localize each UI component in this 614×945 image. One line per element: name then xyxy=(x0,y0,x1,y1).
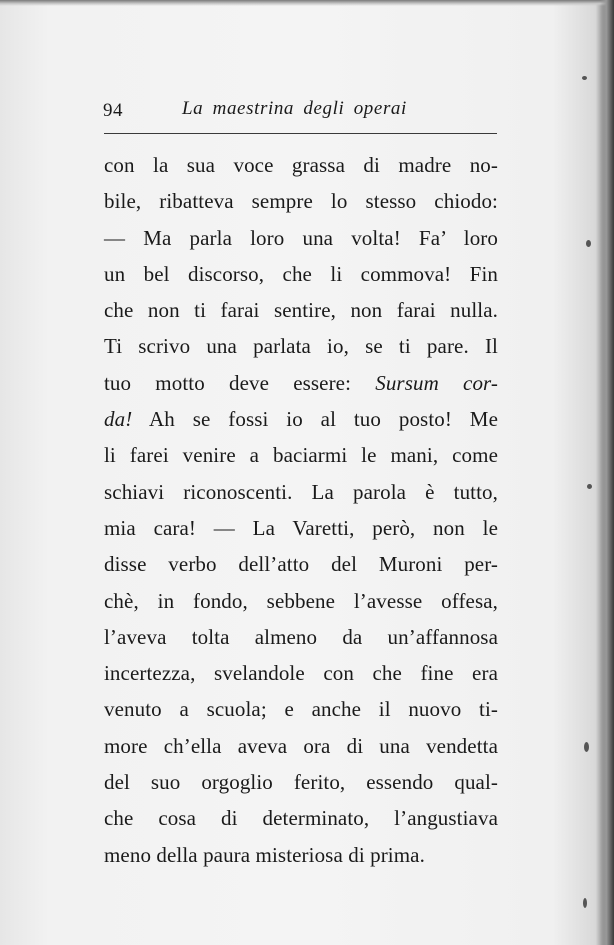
text-line: schiavi riconoscenti. La parola è tutto, xyxy=(104,479,498,504)
text-line: — Ma parla loro una volta! Fa’ loro xyxy=(104,225,498,250)
text-line: venuto a scuola; e anche il nuovo ti- xyxy=(104,697,498,722)
italic-phrase: Sursum cor- xyxy=(375,370,498,395)
italic-phrase: da! xyxy=(104,407,133,432)
running-title: La maestrina degli operai xyxy=(182,98,407,119)
text-line: mia cara! — La Varetti, però, non le xyxy=(104,515,498,540)
text-line: meno della paura misteriosa di prima. xyxy=(104,842,425,867)
text-line: bile, ribatteva sempre lo stesso chiodo: xyxy=(104,189,498,214)
paper-speck xyxy=(584,742,589,752)
text-line: chè, in fondo, sebbene l’avesse offesa, xyxy=(104,588,498,613)
page-number: 94 xyxy=(103,100,123,121)
text-line: incertezza, svelandole con che fine era xyxy=(104,661,498,686)
page-gutter-shadow xyxy=(600,0,614,945)
text-line xyxy=(104,365,498,401)
paper-speck xyxy=(582,76,587,80)
text-line: un bel discorso, che li commova! Fin xyxy=(104,261,498,286)
text-line: con la sua voce grassa di madre no- xyxy=(104,153,498,177)
text-segment: tuo motto deve essere: xyxy=(104,370,352,395)
body-text xyxy=(104,147,498,873)
text-line: Ti scrivo una parlata io, se ti pare. Il xyxy=(104,334,498,359)
text-line: li farei venire a baciarmi le mani, come xyxy=(104,443,498,468)
text-line: disse verbo dell’atto del Muroni per- xyxy=(104,552,498,577)
text-line: che cosa di determinato, l’angustiava xyxy=(104,806,498,831)
paper-speck xyxy=(583,898,587,908)
text-line: l’aveva tolta almeno da un’affannosa xyxy=(104,624,498,649)
paper-speck xyxy=(587,484,592,489)
page-header xyxy=(0,96,614,126)
text-segment: Ah se fossi io al tuo posto! Me xyxy=(149,407,498,432)
header-rule xyxy=(104,133,497,134)
text-line xyxy=(104,401,498,437)
text-line: del suo orgoglio ferito, essendo qual- xyxy=(104,770,498,795)
text-line: more ch’ella aveva ora di una vendetta xyxy=(104,733,498,758)
paper-speck xyxy=(586,240,591,247)
page-top-edge xyxy=(0,0,614,6)
text-line: che non ti farai sentire, non farai nulla. xyxy=(104,298,498,323)
